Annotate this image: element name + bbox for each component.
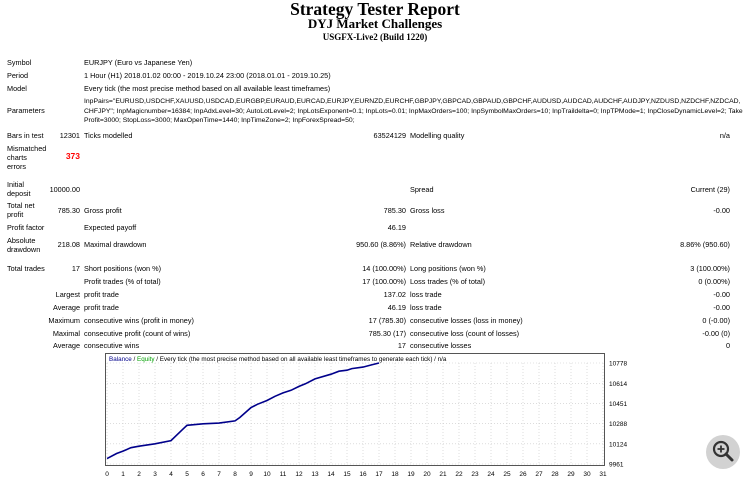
y-tick-label: 9961 [609,461,624,469]
profit-trades-value: 17 (100.00%) [362,277,406,286]
loss-trades-value: 0 (0.00%) [698,277,730,286]
x-tick-label: 30 [583,471,591,478]
short-value: 14 (100.00%) [362,264,406,273]
report-title: Strategy Tester Report [290,0,460,19]
x-tick-label: 20 [423,471,431,478]
spread-value: Current (29) [690,185,730,194]
quality-value: n/a [719,131,730,140]
parameters-label: Parameters [7,106,45,115]
legend-description: / Every tick (the most precise method based on all available least timeframes to generate each tick) / n/a [154,356,447,363]
maxdd-label: Maximal drawdown [84,240,147,249]
balance-chart-svg [105,353,650,479]
grossprofit-label: Gross profit [84,206,122,215]
profit-trades-label: Profit trades (% of total) [84,277,161,286]
max-wins-value: 17 (785.30) [368,316,406,325]
x-tick-label: 4 [169,471,173,478]
long-label: Long positions (won %) [410,264,486,273]
x-tick-label: 22 [455,471,463,478]
x-tick-label: 12 [295,471,303,478]
quality-label: Modelling quality [410,131,465,140]
trades-value: 17 [71,264,80,273]
symbol-label: Symbol [7,58,32,67]
x-tick-label: 28 [551,471,559,478]
x-tick-label: 26 [519,471,527,478]
largest-loss-value: -0.00 [713,290,730,299]
long-value: 3 (100.00%) [690,264,730,273]
period-value: 1 Hour (H1) 2018.01.02 00:00 - 2019.10.24 23:00 (2018.01.01 - 2019.10.25) [84,71,331,80]
loss-trades-label: Loss trades (% of total) [410,277,486,286]
maximal-label: Maximal [52,329,80,338]
x-tick-label: 0 [105,471,109,478]
trades-label: Total trades [7,264,45,273]
average-profit-value: 46.19 [387,303,406,312]
mismatch-label-1: Mismatched [7,144,47,153]
model-label: Model [7,84,27,93]
x-tick-label: 13 [311,471,319,478]
y-tick-label: 10614 [609,380,628,388]
initial-label-2: deposit [7,189,31,198]
maximum-label: Maximum [48,316,80,325]
legend-balance: Balance [109,356,132,363]
avg-wins-label: consecutive wins [84,341,140,350]
bars-label: Bars in test [7,131,44,140]
zoom-in-icon [706,435,740,469]
avg-losses-value: 0 [725,341,730,350]
largest-label: Largest [55,290,80,299]
mismatch-value: 373 [65,151,80,161]
report-build: USGFX-Live2 (Build 1220) [322,32,428,42]
largest-profit-value: 137.02 [383,290,406,299]
absdd-label-1: Absolute [7,236,36,245]
x-tick-label: 27 [535,471,543,478]
average-loss-label: loss trade [410,303,442,312]
spread-label: Spread [410,185,434,194]
max-wins-label: consecutive wins (profit in money) [84,316,194,325]
reldd-label: Relative drawdown [410,240,472,249]
average-profit-label: profit trade [84,303,119,312]
max-losses-label: consecutive losses (loss in money) [410,316,523,325]
x-tick-label: 9 [249,471,253,478]
y-tick-label: 10778 [609,360,628,368]
x-tick-label: 8 [233,471,237,478]
x-tick-label: 11 [279,471,287,478]
maximal-profit-value: 785.30 (17) [368,329,406,338]
grossloss-value: -0.00 [713,206,730,215]
period-label: Period [7,71,29,80]
x-tick-label: 14 [327,471,335,478]
model-value: Every tick (the most precise method based on all available least timeframes) [84,84,331,93]
ticks-label: Ticks modelled [84,131,133,140]
x-tick-label: 7 [217,471,221,478]
maximal-profit-label: consecutive profit (count of wins) [84,329,191,338]
y-tick-labels [609,361,627,469]
absdd-label-2: drawdown [7,245,41,254]
legend-separator: / [131,356,138,363]
largest-loss-label: loss trade [410,290,442,299]
x-tick-label: 19 [407,471,415,478]
x-tick-label: 31 [599,471,607,478]
initial-label-1: Initial [7,180,25,189]
grossloss-label: Gross loss [410,206,445,215]
x-tick-label: 2 [137,471,141,478]
y-tick-label: 10451 [609,400,628,408]
chart-frame [106,354,605,466]
x-tick-label: 5 [185,471,189,478]
max-losses-value: 0 (-0.00) [702,316,730,325]
parameters-value: InpPairs="EURUSD,USDCHF,XAUUSD,USDCAD,EURGBP,EURAUD,EURCAD,EURJPY,EURNZD,EURCHF,GBPJPY,GBPCAD,GBPAUD,GBPCHF,AUDUSD,AUDCAD,AUDCHF,AUDJPY,NZDUSD,NZDCHF,NZDCAD,CHFJPY"; InpMagicnumber=16384; InpAdxLevel=30; AutoLotLevel=2; InpLotsExponent=0.1; InpLots=0.01; InpMaxOrders=100; InpSymbolMaxOrders=10; InpTraildelta=0; InpTPMode=1; InpCloseDynamicLevel=2; TakeProfit=3000; StopLoss=3000; MaxOpenTime=1440; InpTimeZone=2; InpForexSpread=50; [84,98,743,124]
report-subtitle: DYJ Market Challenges [307,16,443,31]
mismatch-label-2: charts [7,153,27,162]
x-tick-label: 3 [153,471,157,478]
avg-wins-value: 17 [397,341,406,350]
average-label: Average [52,303,80,312]
zoom-button[interactable] [706,435,740,469]
profit-factor-label: Profit factor [7,223,45,232]
y-tick-label: 10288 [609,421,628,429]
grossprofit-value: 785.30 [383,206,406,215]
reldd-value: 8.86% (950.60) [680,240,730,249]
expected-value: 46.19 [387,223,406,232]
maximal-loss-value: -0.00 (0) [702,329,730,338]
netprofit-label-1: Total net [7,201,35,210]
legend-equity: Equity [137,356,155,363]
symbol-value: EURJPY (Euro vs Japanese Yen) [84,58,193,67]
average-loss-value: -0.00 [713,303,730,312]
x-tick-label: 17 [375,471,383,478]
x-tick-label: 24 [487,471,495,478]
x-tick-label: 1 [121,471,125,478]
chart-legend [109,356,447,363]
largest-profit-label: profit trade [84,290,119,299]
x-tick-labels [105,471,607,478]
netprofit-label-2: profit [7,210,24,219]
x-tick-label: 29 [567,471,575,478]
balance-chart [105,353,650,479]
x-tick-label: 15 [343,471,351,478]
maximal-loss-label: consecutive loss (count of losses) [410,329,520,338]
mismatch-label-3: errors [7,162,27,171]
absdd-value: 218.08 [57,240,80,249]
x-tick-label: 6 [201,471,205,478]
maxdd-value: 950.60 (8.86%) [356,240,406,249]
avg-losses-label: consecutive losses [410,341,472,350]
expected-label: Expected payoff [84,223,137,232]
netprofit-value: 785.30 [57,206,80,215]
x-tick-label: 16 [359,471,367,478]
x-tick-label: 25 [503,471,511,478]
bars-value: 12301 [59,131,80,140]
average2-label: Average [52,341,80,350]
initial-value: 10000.00 [49,185,80,194]
short-label: Short positions (won %) [84,264,162,273]
y-tick-label: 10124 [609,441,628,449]
x-tick-label: 23 [471,471,479,478]
ticks-value: 63524129 [373,131,406,140]
x-tick-label: 21 [439,471,447,478]
x-tick-label: 10 [263,471,271,478]
x-tick-label: 18 [391,471,399,478]
